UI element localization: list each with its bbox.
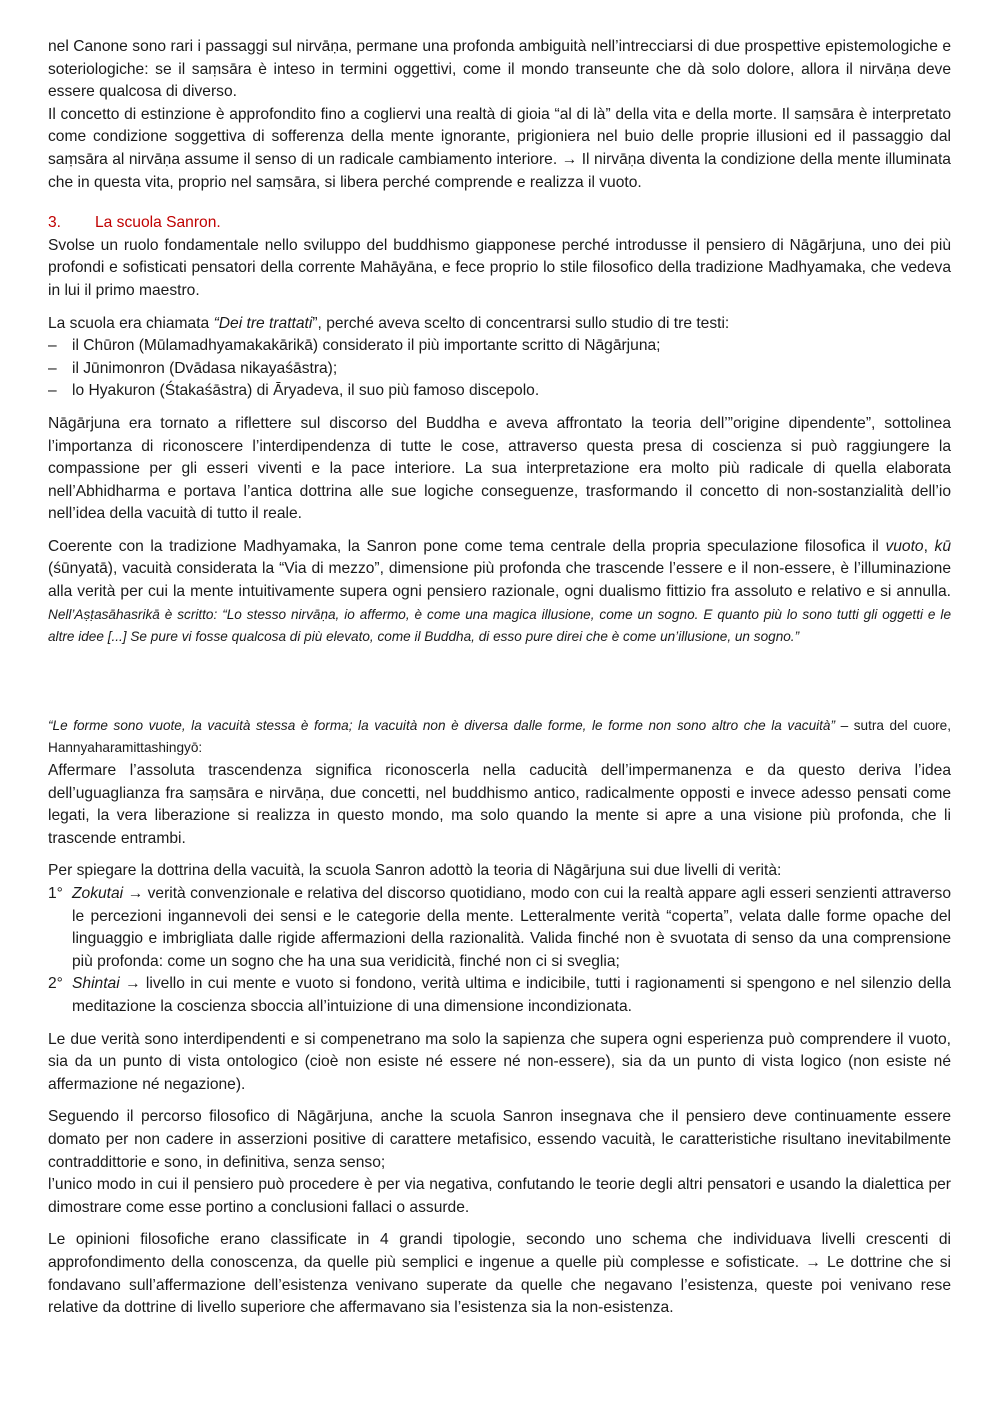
list-item: – il Jūnimonron (Dvādasa nikayaśāstra); [48, 358, 951, 381]
truth-description: verità convenzionale e relativa del discorso quotidiano, modo con cui la realtà appare agli esseri senzienti attraverso le percezioni ingannevoli dei sensi e le categorie della mente. Letteralmente verità “coperta”, velata dalle forme opache del linguaggio e imbrigliata dalle rigide affermazioni della razionalità. Valida finché non è svuotata di senso da una comprensione più profonda: come un sogno che ha una sua veridicità, finché non ci si sveglia; [72, 885, 951, 970]
paragraph-sanron-role: Svolse un ruolo fondamentale nello sviluppo del buddhismo giapponese perché introdusse il pensiero di Nāgārjuna, uno dei più profondi e sofisticati pensatori della corrente Mahāyāna, e fece proprio lo stile filosofico della tradizione Madhyamaka, che vedeva in lui il primo maestro. [48, 236, 951, 299]
list-item: – il Chūron (Mūlamadhyamakakārikā) considerato il più importante scritto di Nāgārjuna; [48, 335, 951, 358]
term-separator: , [923, 537, 935, 555]
heart-sutra-quote-text: “Le forme sono vuote, la vacuità stessa è forma; la vacuità non è diversa dalle forme, le forme non sono altro che la vacuità” [48, 717, 836, 733]
typologies-text-continued: Le dottrine che si fondavano sull’affermazione dell’esistenza venivano superate da quelle che negavano l’esistenza, queste poi venivano rese relative da dottrine di livello superiore che affermavano sia l’esistenza sia la non-esistenza. [48, 1253, 951, 1317]
arrow-icon: → [125, 975, 141, 993]
madhyamaka-text-continued: (śūnyatā), vacuità considerata la “Via di mezzo”, dimensione più profonda che trascende l’essere e il non-essere, è l’illuminazione alla verità per cui la mente intuitivamente supera ogni pensiero razionale, ogni dualismo fittizio fra assoluto e relativo e si annulla. [48, 560, 951, 601]
section-heading [48, 212, 951, 235]
typologies-text: Le opinioni filosofiche erano classificate in 4 grandi tipologie, secondo uno schema che individuava livelli crescenti di approfondimento della conoscenza, da quelle più semplici e ingenue a quelle più complesse e sofisticate. [48, 1231, 951, 1271]
paragraph-four-typologies [48, 1229, 951, 1319]
arrow-icon: → [127, 885, 144, 902]
paragraph-transcendence: Affermare l’assoluta trascendenza significa riconoscerla nella caducità dell’impermanenza e da questo deriva l’idea dell’uguaglianza fra saṃsāra e nirvāṇa, due concetti, nel buddhismo antico, radicalmente opposti e invece adesso pensati come legati, la vera liberazione si realizza in questo mondo, ma solo quando la mente si apre a una visione più profonda, che li trascende entrambi. [48, 762, 951, 847]
treatises-intro-end: ”, perché aveva scelto di concentrarsi sullo studio di tre testi: [312, 314, 730, 332]
treatises-intro: La scuola era chiamata [48, 314, 214, 332]
madhyamaka-text: Coerente con la tradizione Madhyamaka, la Sanron pone come tema centrale della propria speculazione filosofica il [48, 537, 886, 555]
section-number: 3. [48, 214, 62, 232]
list-marker: 1° [48, 885, 63, 902]
paragraph-extinction-concept [48, 104, 951, 194]
dialectic-text-continued: l’unico modo in cui il pensiero può procedere è per via negativa, confutando le teorie degli altri pensatori e usando la dialettica per dimostrare come esse portino a conclusioni fallaci o assurde. [48, 1176, 951, 1216]
truths-list [48, 883, 951, 1019]
dialectic-text: Seguendo il percorso filosofico di Nāgārjuna, anche la scuola Sanron insegnava che il pensiero deve continuamente essere domato per non cadere in asserzioni positive di carattere metafisico, essendo vacuità, le caratteristiche risultano inevitabilmente contraddittorie e sono, in definitiva, senza senso; [48, 1108, 951, 1171]
truth-term: Shintai [72, 975, 120, 993]
term-ku: kū [934, 537, 951, 555]
spacer [48, 649, 951, 715]
truth-description: livello in cui mente e vuoto si fondono, verità ultima e indicibile, tutti i ragionamenti si spengono e nel silenzio della meditazione la coscienza sboccia all’intuizione di una dimensione incondizionata. [72, 975, 951, 1015]
list-item [48, 973, 951, 1018]
paragraph-two-truths-intro: Per spiegare la dottrina della vacuità, la scuola Sanron adottò la teoria di Nāgārjuna sui due livelli di verità: [48, 862, 782, 880]
list-item: – lo Hyakuron (Śtakaśāstra) di Āryadeva, il suo più famoso discepolo. [48, 380, 951, 403]
truth-term: Zokutai [72, 885, 124, 902]
paragraph-nagarjuna: Nāgārjuna era tornato a riflettere sul discorso del Buddha e aveva affrontato la teoria dell’”origine dipendente”, sottolinea l’importanza di riconoscere l’interdipendenza di tutte le cose, attraverso questa presa di coscienza si può raggiungere la compassione per gli esseri viventi e la pace interiore. La sua interpretazione era molto più radicale di quella elaborata nell’Abhidharma e portava l’antica dottrina alle sue logiche conseguenze, trasformando il concetto di non-sostanzialità dell’io nell’idea della vacuità di tutto il reale. [48, 414, 951, 523]
paragraph-negative-dialectic [48, 1106, 951, 1219]
arrow-icon: → [561, 150, 578, 168]
treatises-name: “Dei tre trattati [213, 314, 313, 332]
list-item [48, 883, 951, 973]
paragraph-three-treatises [48, 313, 951, 336]
term-vuoto: vuoto [885, 537, 924, 555]
section-title: La scuola Sanron. [95, 214, 221, 232]
document-page [48, 36, 951, 1320]
paragraph-madhyamaka [48, 536, 951, 649]
list-marker: 2° [48, 975, 63, 993]
paragraph-interdependent-truths: Le due verità sono interdipendenti e si compenetrano ma solo la sapienza che supera ogni esperienza può comprendere il vuoto, sia da un punto di vista ontologico (cioè non esiste né essere né non-essere), sia da un punto di vista logico (non esiste né affermazione né negazione). [48, 1030, 951, 1093]
arrow-icon: → [805, 1253, 821, 1271]
texts-list [48, 335, 951, 403]
astasahasrika-quote: Nell’Aṣṭasāhasrikā è scritto: “Lo stesso nirvāṇa, io affermo, è come una magica illusione, come un sogno. E quanto più lo sono tutti gli oggetti e le altre idee [...] Se pure vi fosse qualcosa di più elevato, come il Buddha, di esso pure direi che è come un’illusione, un sogno.” [48, 606, 951, 645]
heart-sutra-quote [48, 715, 951, 760]
heart-sutra-source: – sutra del cuore, Hannyaharamittashingyō: [48, 717, 951, 756]
paragraph-nirvana-ambiguity: nel Canone sono rari i passaggi sul nirvāṇa, permane una profonda ambiguità nell’intrecciarsi di due prospettive epistemologiche e soteriologiche: se il saṃsāra è inteso in termini oggettivi, come il mondo transeunte che dà solo dolore, allora il nirvāṇa deve essere qualcosa di diverso. [48, 38, 951, 101]
paragraph-extinction-text: Il concetto di estinzione è approfondito fino a cogliervi una realtà di gioia “al di là” della vita e della morte. Il saṃsāra è interpretato come condizione soggettiva di sofferenza della mente ignorante, prigioniera nel buio delle proprie illusioni ed il passaggio dal saṃsāra al nirvāṇa assume il senso di un radicale cambiamento interiore. [48, 105, 951, 168]
paragraph-extinction-conclusion: Il nirvāṇa diventa la condizione della mente illuminata che in questa vita, proprio nel saṃsāra, si libera perché comprende e realizza il vuoto. [48, 150, 951, 191]
